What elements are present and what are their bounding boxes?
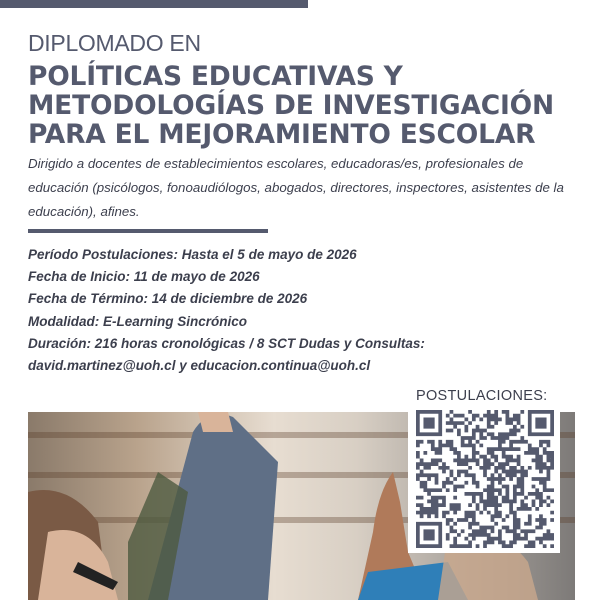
divider <box>28 229 268 233</box>
title-line: METODOLOGÍAS DE INVESTIGACIÓN <box>28 90 554 121</box>
pre-title: DIPLOMADO EN <box>28 30 201 56</box>
title-line: POLÍTICAS EDUCATIVAS Y <box>28 61 403 92</box>
detail-end: Fecha de Término: 14 de diciembre de 2026 <box>28 291 308 307</box>
title-line: PARA EL MEJORAMIENTO ESCOLAR <box>28 119 536 150</box>
detail-contact[interactable]: david.martinez@uoh.cl y educacion.continua@uoh.cl <box>28 358 371 374</box>
qr-modules <box>416 410 554 548</box>
detail-duration: Duración: 216 horas cronológicas / 8 SCT Dudas y Consultas: <box>28 335 425 351</box>
program-details <box>28 244 425 377</box>
top-accent-bar <box>0 0 308 8</box>
qr-label: POSTULACIONES: <box>416 388 548 404</box>
detail-modality: Modalidad: E-Learning Sincrónico <box>28 313 248 329</box>
audience-description: Dirigido a docentes de establecimientos escolares, educadoras/es, profesionales de educación (psicólogos, fonoaudiólogos, abogados, directores, inspectores, asistentes de la educación), afines. <box>28 156 564 219</box>
qr-card <box>408 388 560 553</box>
detail-start: Fecha de Inicio: 11 de mayo de 2026 <box>28 269 260 285</box>
detail-period: Período Postulaciones: Hasta el 5 de mayo de 2026 <box>28 247 357 262</box>
qr-code[interactable] <box>416 410 554 548</box>
program-title <box>28 62 554 149</box>
